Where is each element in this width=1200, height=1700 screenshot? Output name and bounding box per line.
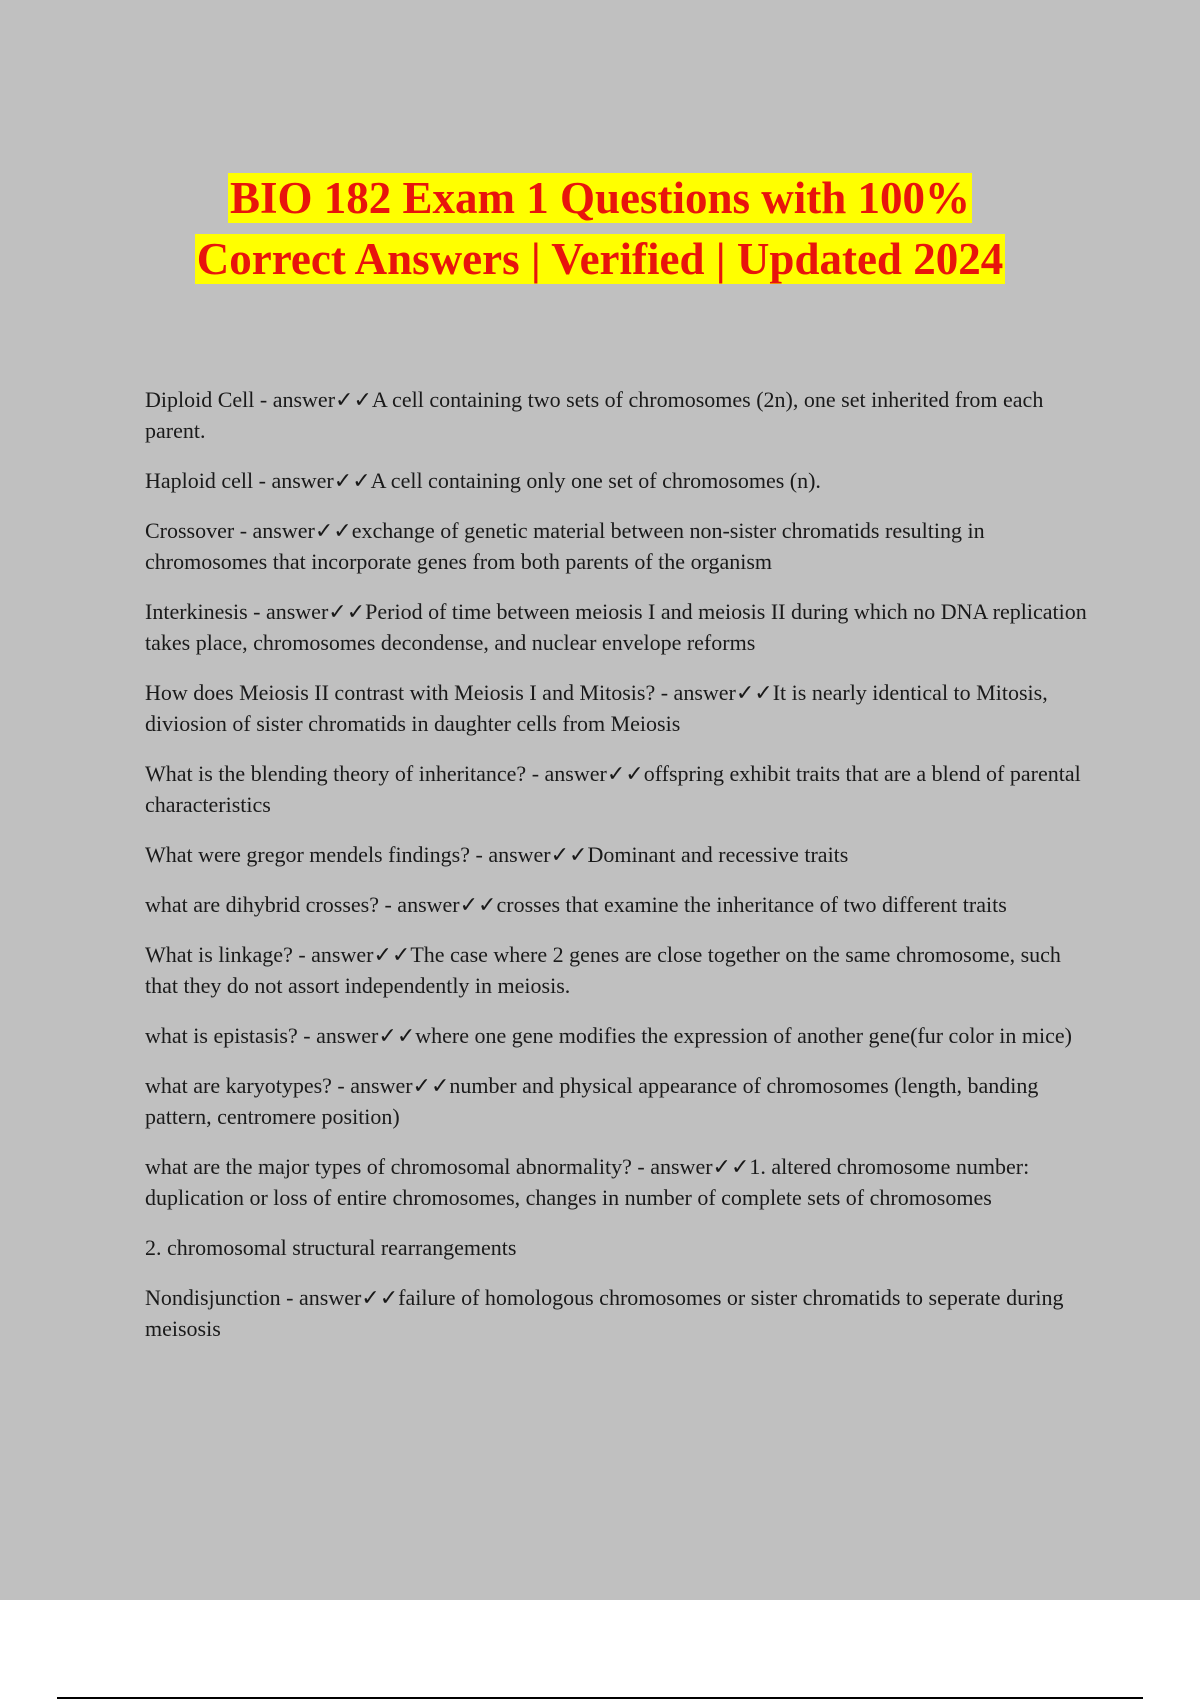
qa-entry: 2. chromosomal structural rearrangements: [145, 1235, 517, 1260]
qa-entry: what are the major types of chromosomal abnormality? - answer✓✓1. altered chromosome number: duplication or loss of entire chromosomes, changes in number of complete sets of chromosomes: [145, 1154, 1030, 1210]
footer-divider: [57, 1697, 1143, 1699]
title-line-2: Correct Answers | Verified | Updated 2024: [196, 234, 1004, 284]
qa-entry: Crossover - answer✓✓exchange of genetic material between non-sister chromatids resulting in chromosomes that incorporate genes from both parents of the organism: [145, 518, 985, 574]
qa-entry: what are dihybrid crosses? - answer✓✓crosses that examine the inheritance of two different traits: [145, 892, 1007, 917]
page-title: [0, 168, 1200, 290]
qa-entry: what is epistasis? - answer✓✓where one gene modifies the expression of another gene(fur color in mice): [145, 1023, 1072, 1048]
qa-entry: How does Meiosis II contrast with Meiosis I and Mitosis? - answer✓✓It is nearly identical to Mitosis, diviosion of sister chromatids in daughter cells from Meiosis: [145, 680, 1048, 736]
qa-list: [145, 384, 1090, 1363]
qa-entry: What is the blending theory of inheritance? - answer✓✓offspring exhibit traits that are a blend of parental characteristics: [145, 761, 1081, 817]
qa-entry: what are karyotypes? - answer✓✓number and physical appearance of chromosomes (length, banding pattern, centromere position): [145, 1073, 1039, 1129]
qa-entry: Nondisjunction - answer✓✓failure of homologous chromosomes or sister chromatids to seperate during meisosis: [145, 1285, 1064, 1341]
title-line-1: BIO 182 Exam 1 Questions with 100%: [229, 173, 971, 223]
qa-entry: What were gregor mendels findings? - answer✓✓Dominant and recessive traits: [145, 842, 849, 867]
qa-entry: Haploid cell - answer✓✓A cell containing only one set of chromosomes (n).: [145, 468, 821, 493]
qa-entry: Interkinesis - answer✓✓Period of time between meiosis I and meiosis II during which no DNA replication takes place, chromosomes decondense, and nuclear envelope reforms: [145, 599, 1087, 655]
qa-entry: What is linkage? - answer✓✓The case where 2 genes are close together on the same chromosome, such that they do not assort independently in meiosis.: [145, 942, 1061, 998]
qa-entry: Diploid Cell - answer✓✓A cell containing two sets of chromosomes (2n), one set inherited from each parent.: [145, 387, 1044, 443]
